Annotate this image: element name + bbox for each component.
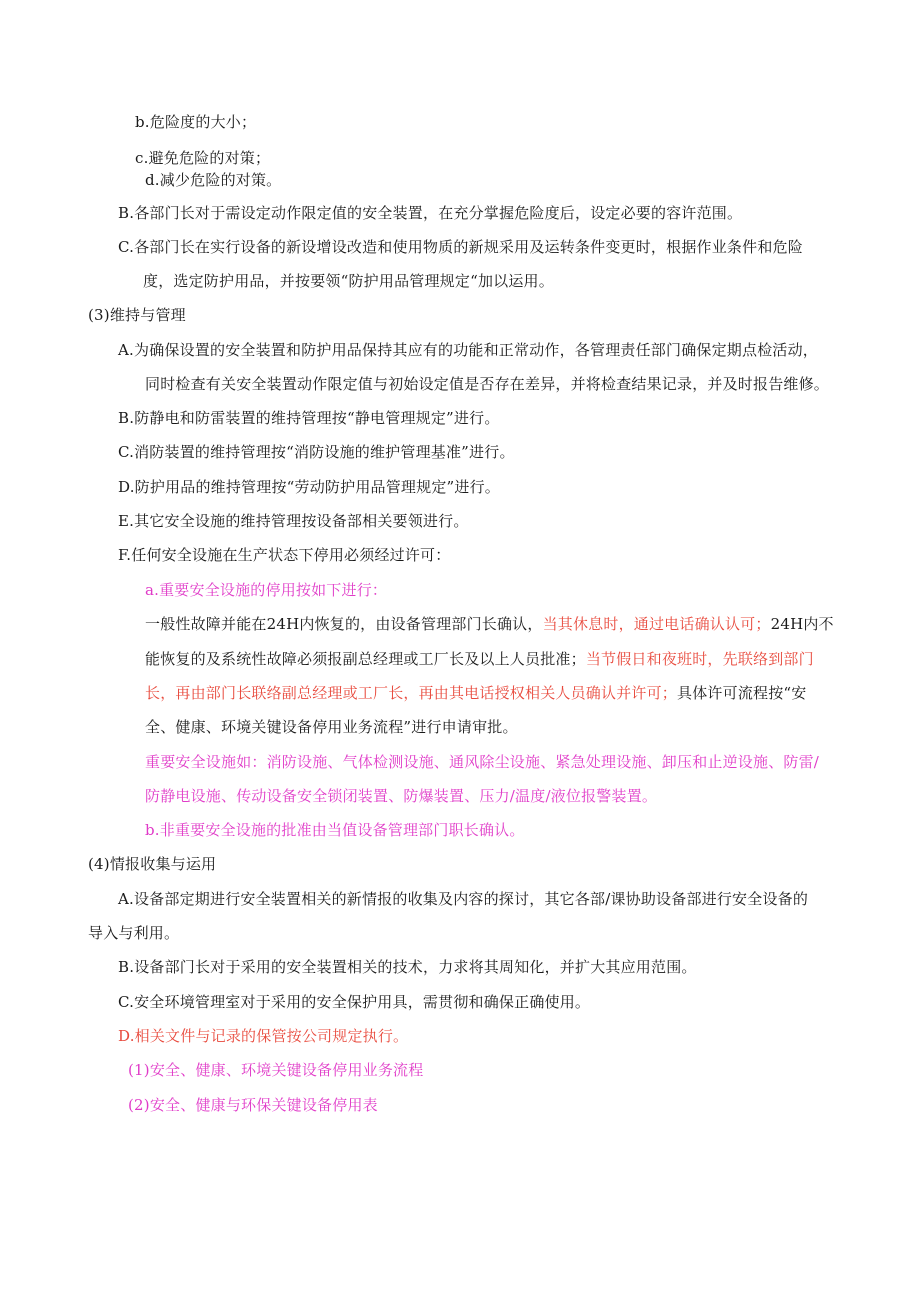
paragraph-c-line1: C.各部门长在实行设备的新设增设改造和使用物质的新规采用及运转条件变更时，根据作业条件和危险	[118, 238, 803, 256]
reference-1: (1)安全、健康、环境关键设备停用业务流程	[128, 1061, 424, 1079]
list-item-c: c.避免危险的对策；	[135, 149, 271, 167]
s4-a-line1: A.设备部定期进行安全装置相关的新情报的收集及内容的探讨，其它各部/课协助设备部进行安全设备的	[118, 890, 809, 908]
s3-important-line2: 防静电设施、传动设备安全锁闭装置、防爆装置、压力/温度/液位报警装置。	[145, 787, 658, 805]
s4-c: C.安全环境管理室对于采用的安全保护用具，需贯彻和确保正确使用。	[118, 993, 591, 1011]
s4-b: B.设备部门长对于采用的安全装置相关的技术，力求将其周知化，并扩大其应用范围。	[118, 958, 697, 976]
s3-fa-p1-line2	[145, 649, 814, 669]
s3-d: D.防护用品的维持管理按“劳动防护用品管理规定”进行。	[118, 478, 500, 496]
reference-2: (2)安全、健康与环保关键设备停用表	[128, 1096, 378, 1114]
s3-b: B.防静电和防雷装置的维持管理按“静电管理规定”进行。	[118, 409, 500, 427]
section-3-title: (3)维持与管理	[88, 306, 186, 324]
text-run: 具体许可流程按“安	[677, 684, 807, 702]
list-item-d: d.减少危险的对策。	[145, 171, 282, 189]
s4-a-line2: 导入与利用。	[88, 924, 180, 942]
s3-c: C.消防装置的维持管理按“消防设施的维护管理基准”进行。	[118, 443, 515, 461]
text-run-highlight: 长，再由部门长联络副总经理或工厂长，再由其电话授权相关人员确认并许可；	[145, 684, 678, 702]
text-run-highlight: 当其休息时，通过电话确认认可；	[542, 615, 771, 633]
paragraph-c-line2: 度，选定防护用品，并按要领“防护用品管理规定“加以运用。	[143, 272, 554, 290]
s3-a-line1: A.为确保设置的安全装置和防护用品保持其应有的功能和正常动作，各管理责任部门确保定期点检活动，	[118, 341, 819, 359]
list-item-b: b.危险度的大小；	[135, 113, 257, 131]
s3-fa-title: a.重要安全设施的停用按如下进行：	[145, 581, 388, 599]
s3-fb: b.非重要安全设施的批准由当值设备管理部门职长确认。	[145, 821, 525, 839]
text-run: 一般性故障并能在24H内恢复的，由设备管理部门长确认，	[145, 615, 543, 633]
s4-d: D.相关文件与记录的保管按公司规定执行。	[118, 1027, 409, 1045]
s3-fa-p1-line4: 全、健康、环境关键设备停用业务流程”进行申请审批。	[145, 718, 518, 736]
s3-a-line2: 同时检查有关安全装置动作限定值与初始设定值是否存在差异，并将检查结果记录，并及时报告维修。	[145, 375, 830, 393]
paragraph-b: B.各部门长对于需设定动作限定值的安全装置，在充分掌握危险度后，设定必要的容许范围。	[118, 204, 743, 222]
text-run: 能恢复的及系统性故障必须报副总经理或工厂长及以上人员批准；	[145, 650, 586, 668]
s3-e: E.其它安全设施的维持管理按设备部相关要领进行。	[118, 512, 469, 530]
section-4-title: (4)情报收集与运用	[88, 855, 217, 873]
s3-fa-p1-line3	[145, 683, 807, 703]
text-run: 24H内不	[770, 615, 834, 633]
s3-important-line1: 重要安全设施如：消防设施、气体检测设施、通风除尘设施、紧急处理设施、卸压和止逆设施、防雷/	[145, 753, 820, 771]
s3-fa-p1-line1	[145, 614, 834, 634]
text-run-highlight: 当节假日和夜班时，先联络到部门	[585, 650, 814, 668]
s3-f: F.任何安全设施在生产状态下停用必须经过许可：	[118, 546, 451, 564]
